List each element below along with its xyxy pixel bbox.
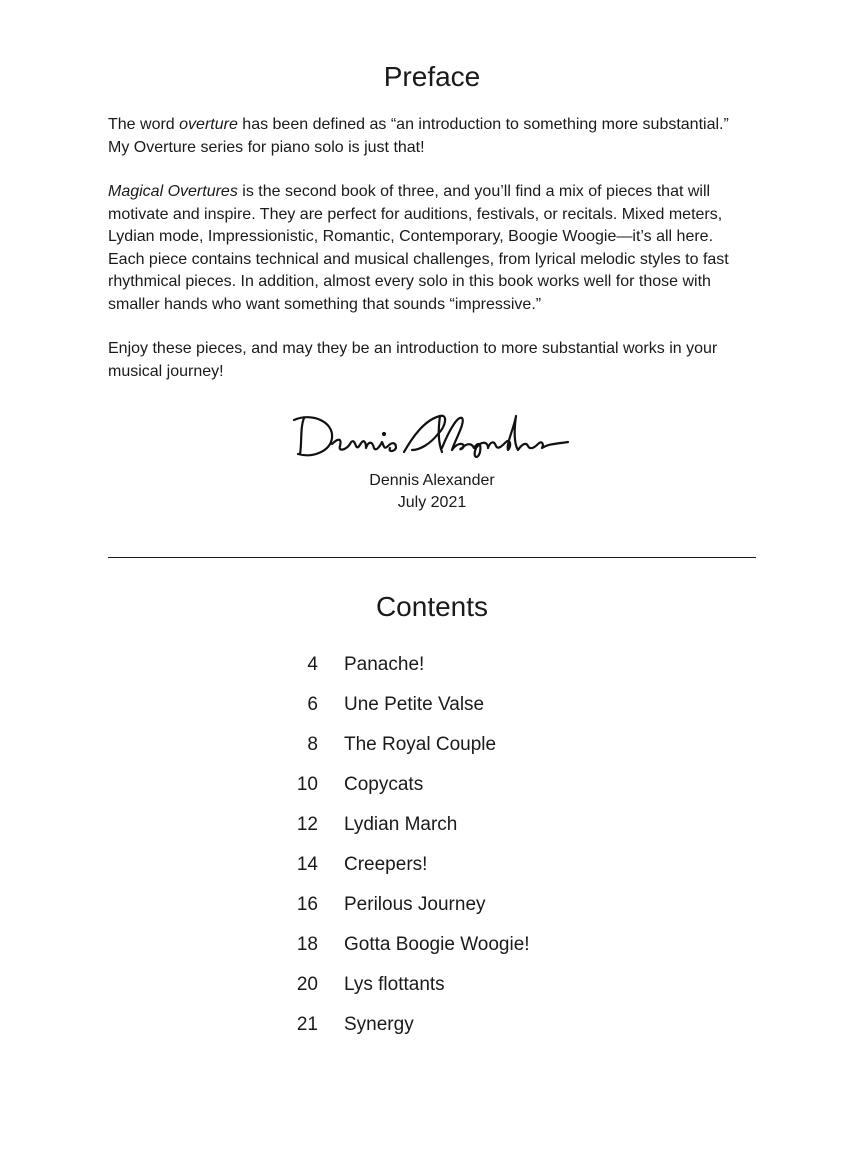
toc-title: Panache! <box>344 654 425 675</box>
toc-page-number: 18 <box>296 934 318 955</box>
preface-p1-text-a: The word <box>108 116 180 133</box>
preface-p1-emphasis: overture <box>179 116 238 133</box>
toc-title: Lys flottants <box>344 974 445 995</box>
toc-page-number: 20 <box>296 974 318 995</box>
toc-entry <box>280 805 680 845</box>
preface-paragraph-1 <box>108 114 748 159</box>
toc-page-number: 10 <box>296 774 318 795</box>
toc-entry <box>280 645 680 685</box>
toc-entry <box>280 765 680 805</box>
toc-title: Creepers! <box>344 854 428 875</box>
toc-entry <box>280 1005 680 1045</box>
toc-title: Copycats <box>344 774 424 795</box>
preface-p2-emphasis: Magical Overtures <box>108 183 238 200</box>
toc-page-number: 8 <box>307 734 318 755</box>
toc-title: Lydian March <box>344 814 458 835</box>
toc-entry <box>280 885 680 925</box>
toc-page-number: 6 <box>307 694 318 715</box>
toc-title: Gotta Boogie Woogie! <box>344 934 530 955</box>
toc-page-number: 16 <box>296 894 318 915</box>
toc-title: The Royal Couple <box>344 734 497 755</box>
author-name: Dennis Alexander <box>369 472 495 489</box>
preface-p1-text-b: has been defined as “an introduction to something more substantial.” My Overture series for piano solo is just that! <box>108 116 729 156</box>
toc-entry <box>280 965 680 1005</box>
toc-page-number: 12 <box>296 814 318 835</box>
preface-paragraph-3: Enjoy these pieces, and may they be an introduction to more substantial works in your musical journey! <box>108 340 718 380</box>
toc-entry <box>280 725 680 765</box>
toc-entry <box>280 685 680 725</box>
preface-title: Preface <box>383 61 481 92</box>
preface-paragraph-2 <box>108 181 748 316</box>
preface-p2-text: is the second book of three, and you’ll find a mix of pieces that will motivate and inspire. They are perfect for auditions, festivals, or recitals. Mixed meters, Lydian mode, Impressionistic, Romantic, Contemporary, Boogie Woogie—it’s all here. Each piece contains technical and musical challenges, from lyrical melodic styles to fast rhythmical pieces. In addition, almost every solo in this book works well for those with smaller hands who want something that sounds “impressive.” <box>108 183 729 313</box>
toc-entry <box>280 845 680 885</box>
toc-page-number: 14 <box>296 854 318 875</box>
toc-page-number: 21 <box>296 1014 318 1035</box>
toc-entry <box>280 925 680 965</box>
handwritten-signature <box>292 408 572 464</box>
table-of-contents <box>280 645 680 1045</box>
preface-body <box>108 114 748 405</box>
section-divider <box>108 557 756 558</box>
contents-title: Contents <box>375 591 489 622</box>
toc-title: Une Petite Valse <box>344 694 485 715</box>
preface-date: July 2021 <box>397 494 467 511</box>
toc-title: Perilous Journey <box>344 894 486 915</box>
toc-title: Synergy <box>344 1014 414 1035</box>
toc-page-number: 4 <box>307 654 318 675</box>
